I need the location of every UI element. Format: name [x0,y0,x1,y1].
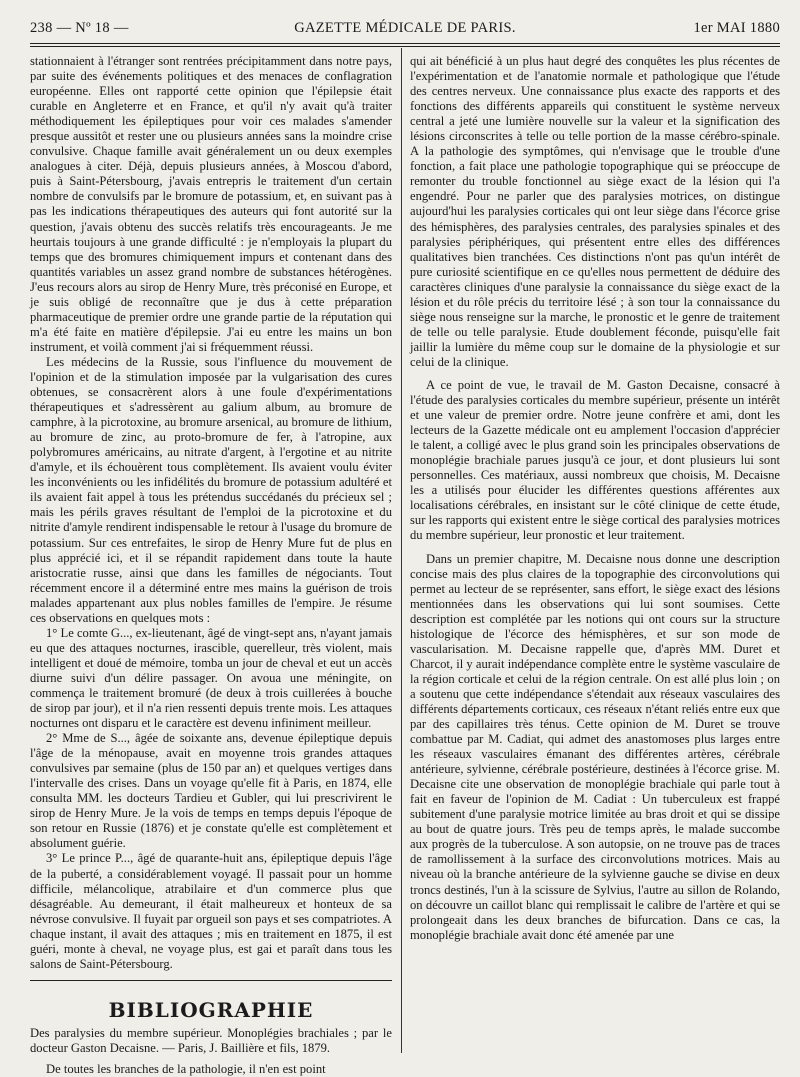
paragraph: 1° Le comte G..., ex-lieutenant, âgé de vingt-sept ans, n'ayant jamais eu que des attaques nocturnes, irascible, querelleur, très violent, mais intelligent et doué de mémoire, tomba un jour de cheval et eut un accès diurne suivi d'un délire passager. On avoua une méningite, on commença le traitement bromuré (de deux à trois cuillerées à bouche de sirop par jour), et il n'a rien ressenti depuis trente mois. Les attaques nocturnes ont disparu et le caractère est devenu infiniment meilleur. [30,625,392,731]
paragraph: qui ait bénéficié à un plus haut degré des conquêtes les plus récentes de l'expérimentation et de l'anatomie normale et pathologique que l'étude des centres nerveux. Une connaissance plus exacte des rapports et des fonctions des différents appareils qui constituent le système nerveux central a jeté une lumière nouvelle sur la valeur et la signification des lésions circonscrites à telle ou telle portion de la masse cérébro-spinale. A la pathologie des symptômes, qui n'envisage que le trouble d'une fonction, a fait place une pathologie topographique qui se préoccupe de remonter du trouble fonctionnel au siège exact de la lésion qui l'a engendré. Pour ne parler que des paralysies motrices, on distingue aujourd'hui les paralysies corticales qui ont leur siège dans l'écorce grise des hémisphères, des paralysies centrales, des paralysies spinales et des paralysies périphériques, qui présentent entre elles des différences qualitatives bien tranchées. Ces distinctions n'ont pas qu'un intérêt de pure curiosité scientifique en ce qu'elles nous permettent de déduire des caractères cliniques d'une paralysie la connaissance du siège exact de la lésion et du rôle précis du territoire lésé ; à son tour la connaissance du siège nous renseigne sur la marche, le pronostic et le genre de traitement de telle ou telle paralysie. Etude doublement féconde, puisqu'elle fait jaillir la lumière du même coup sur le domaine de la physiologie et sur celui de la clinique. [410,54,780,369]
paragraph: A ce point de vue, le travail de M. Gaston Decaisne, consacré à l'étude des paralysies corticales du membre supérieur, présente un intérêt et une valeur de premier ordre. Notre jeune confrère et ami, dont les lecteurs de la Gazette médicale ont eu amplement l'occasion d'apprécier le talent, a colligé avec le plus grand soin les principales observations de monoplégie brachiale parues jusqu'à ce jour, et dont plusieurs lui sont personnelles. Ces matériaux, aussi nombreux que choisis, M. Decaisne les a utilisés pour élucider les différentes questions afférentes aux localisations cérébrales, en insistant sur le côté clinique de cette étude, sur les rapports qui existent entre le siège cortical des paralysies motrices du membre supérieur, leur pronostic et leur traitement. [410,377,780,543]
journal-title: GAZETTE MÉDICALE DE PARIS. [294,20,516,36]
column-divider [401,48,402,1053]
right-column [410,54,780,943]
paragraph: Dans un premier chapitre, M. Decaisne nous donne une description concise mais des plus claires de la topographie des circonvolutions qui permet au lecteur de se représenter, sans effort, le siège exact des lésions mentionnées dans les observations qui lui sont soumises. Cette description est complétée par les notions qui ont cours sur la structure histologique de l'écorce des hémisphères, et sur son mode de vascularisation. M. Decaisne rappelle que, d'après MM. Duret et Charcot, il y aurait indépendance complète entre le système vasculaire de la région corticale et celui de la région centrale. On est allé plus loin ; on a soutenu que cette indépendance s'étendait aux réseaux vasculaires des différents départements corticaux, ces réseaux n'étant reliés entre eux que par des capillaires très ténus. Cette opinion de M. Duret se trouve combattue par M. Cadiat, qui admet des anastomoses plus larges entre les réseaux vasculaires émanant des différentes artères, cérébrale antérieure, sylvienne, cérébrale postérieure, destinées à l'écorce grise. M. Decaisne cite une observation de monoplégie brachiale qui parle tout à fait en faveur de l'opinion de M. Cadiat : Un tuberculeux est frappé subitement d'une paralysie motrice limitée au bras droit et qui se dissipe au bout de quatre jours. Très peu de temps après, le malade succombe aux progrès de la tuberculose. A son autopsie, on ne trouve pas de traces de ramollissement à la surface des circonvolutions motrices. Mais au niveau où la branche antérieure de la sylvienne gauche se divise en deux troncs destinés, l'un à la scissure de Sylvius, l'autre au sillon de Rolando, on découvre un caillot blanc qui remplissait le calibre de l'artère et qui se prolongeait dans les deux branches de bifurcation. Dans ce cas, la monoplégie brachiale avait donc été amenée par une [410,551,780,942]
header-rule [30,43,780,44]
paragraph: De toutes les branches de la pathologie, il n'en est point [46,1062,326,1076]
page-number: 238 — Nº 18 — [30,20,129,36]
bibliography-entry: Des paralysies du membre supérieur. Monoplégies brachiales ; par le docteur Gaston Decaisne. — Paris, J. Baillière et fils, 1879. [30,1025,392,1055]
header-rule-double [30,46,780,47]
section-rule [30,980,392,981]
paragraph: 3° Le prince P..., âgé de quarante-huit ans, épileptique depuis l'âge de la puberté, a considérablement voyagé. Il passait pour un homme difficile, mélancolique, atrabilaire et d'un commerce plus que désagréable. Au demeurant, il était malheureux et honteux de sa névrose convulsive. Il fuyait par orgueil son pays et ses compatriotes. A chaque instant, il avait des attaques ; mis en traitement en 1875, il est guéri, monte à cheval, ne voyage plus, est gai et paraît dans tous les salons de Saint-Pétersbourg. [30,851,392,971]
paragraph: Les médecins de la Russie, sous l'influence du mouvement de l'opinion et de la stimulation imposée par la vulgarisation des cures obtenues, se consacrèrent alors à une foule d'expérimentations thérapeutiques et s'adressèrent au galium album, au bromure de camphre, à la picrotoxine, au bromure arsenical, au bromure de lithium, au bromure de zinc, au proto-bromure de fer, à l'atropine, aux polybromures américains, au nitrate d'argent, à l'ergotine et au nitrite d'amyle, et ils échouèrent tous complètement. Ils avaient voulu éviter les inconvénients ou les infidélités du bromure de potassium adultéré et ils avaient fait appel à tous les prétendus succédanés du précieux sel ; mais les périls graves résultant de l'emploi de la picrotoxine et du nitrite d'amyle rendirent indispensable le retour à l'usage du bromure de potassium. Sur ces entrefaites, le sirop de Henry Mure fut de plus en plus apprécié ici, et il se répandit rapidement dans toute la haute aristocratie russe, ainsi que dans les familles de négociants. Tout récemment encore il a déterminé entre mes mains la guérison de trois malades appartenant aux plus nobles familles de l'empire. Je résume ces observations en quelques mots : [30,354,392,625]
section-title: BIBLIOGRAPHIE [108,997,314,1022]
paragraph: stationnaient à l'étranger sont rentrées précipitamment dans notre pays, par suite des événements politiques et des menaces de conflagration européenne. Elles ont rapporté cette opinion que l'épilepsie était curable en Angleterre et en France, et qu'il n'y avait qu'à traiter méthodiquement les épileptiques pour voir ces malades s'amender presque aussitôt et rester une ou plusieurs années sans la moindre crise convulsive. Chaque famille avait généralement un ou deux exemples analogues à citer. Déjà, depuis plusieurs années, à Moscou d'abord, puis à Saint-Pétersbourg, j'avais entrepris le traitement d'un certain nombre de convulsifs par le bromure de potassium, et, en suivant pas à pas les indications thérapeutiques des auteurs qui font autorité sur la question, j'avais obtenu des succès relatifs très encourageants. Je me heurtais toujours à une grande difficulté : je n'employais la plupart du temps que des bromures chimiquement impurs et contenant dans des quantités variables un assez grand nombre de substances hétérogènes. J'eus recours alors au sirop de Henry Mure, très préconisé en Europe, et je suis obligé de reconnaître que je dus à cette préparation pharmaceutique de premier ordre une grande partie de la réputation qui m'a été faite en matière d'épilepsie. J'ai eu entre les mains un bon instrument, et voilà comment j'ai si fréquemment réussi. [30,54,392,354]
issue-date: 1er MAI 1880 [693,20,780,36]
paragraph: 2° Mme de S..., âgée de soixante ans, devenue épileptique depuis l'âge de la ménopause, avait en moyenne trois grandes attaques convulsives par semaine (plus de 150 par an) et quelques vertiges dans l'intervalle des crises. Dans un voyage qu'elle fit à Paris, en 1874, elle consulta MM. les docteurs Tardieu et Gubler, qui lui prescrivirent le sirop de Henry Mure. Je la vois de temps en temps depuis l'époque de son retour en Russie (1876) et je constate qu'elle est complètement et absolument guérie. [30,731,392,851]
left-column [30,54,392,1077]
